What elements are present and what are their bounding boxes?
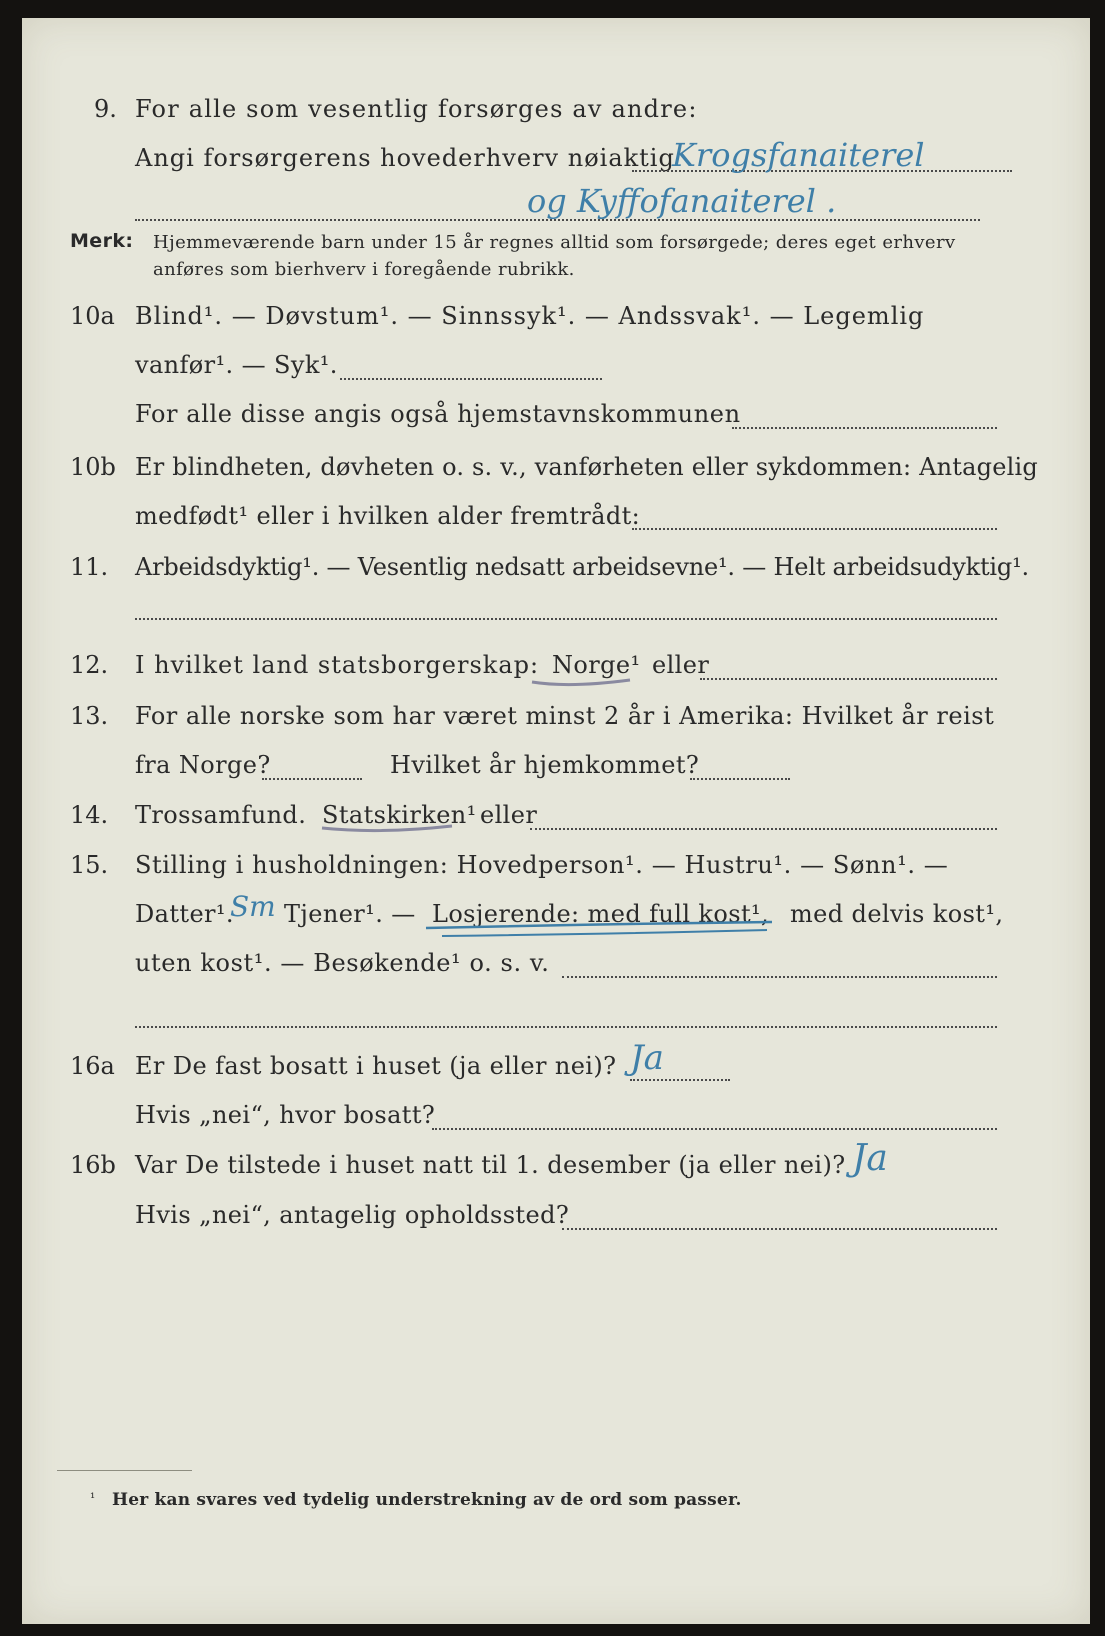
q15-line2a: Datter¹. [135, 900, 234, 928]
q11-number: 11. [70, 553, 109, 581]
q10a-home-municipality-line [732, 427, 997, 429]
q13-return-year-line [690, 778, 790, 780]
q10a-sick-line [340, 378, 602, 380]
q15-line2b: Tjener¹. — [284, 900, 416, 928]
q12-answer-line [700, 678, 997, 680]
q10b-answer-line [632, 528, 997, 530]
merk-label: Merk: [70, 230, 134, 252]
q16b-number: 16b [70, 1151, 116, 1179]
q15-number: 15. [70, 851, 109, 879]
q16b-answer-handwriting: Ja [852, 1138, 888, 1179]
q10a-line1: Blind¹. — Døvstum¹. — Sinnssyk¹. — Andssvak¹. — Legemlig [135, 302, 925, 330]
q9-line2: Angi forsørgerens hovederhverv nøiaktig [135, 144, 675, 172]
q15-line3: uten kost¹. — Besøkende¹ o. s. v. [135, 949, 550, 977]
q14-line1-pre: Trossamfund. [135, 801, 307, 829]
q10a-number: 10a [70, 302, 115, 330]
q14-pencil-underline [320, 816, 460, 836]
q11-line1: Arbeidsdyktig¹. — Vesentlig nedsatt arbeidsevne¹. — Helt arbeidsudyktig¹. [135, 553, 1029, 581]
q12-line1-post: eller [652, 651, 710, 679]
q12-line1-pre: I hvilket land statsborgerskap: [135, 651, 540, 679]
merk-line1: Hjemmeværende barn under 15 år regnes alltid som forsørgede; deres eget erhverv [153, 232, 956, 253]
q13-line2b: Hvilket år hjemkommet? [390, 751, 700, 779]
q16a-number: 16a [70, 1052, 115, 1080]
q15-handwritten-mark: Sm [230, 890, 276, 923]
q15-answer-line-2 [135, 1026, 997, 1028]
q9-answer-handwriting-2: og Kyffofanaiterel . [527, 182, 837, 220]
q10b-line1: Er blindheten, døvheten o. s. v., vanførheten eller sykdommen: Antagelig [135, 453, 1038, 481]
q16b-location-line [562, 1228, 997, 1230]
q16a-line1: Er De fast bosatt i huset (ja eller nei)? [135, 1052, 617, 1080]
q16a-where-line [432, 1128, 997, 1130]
q15-pen-underline [422, 918, 782, 942]
q14-line1-post: eller [480, 801, 538, 829]
q9-number: 9. [94, 95, 117, 123]
q16b-line2: Hvis „nei“, antagelig opholdssted? [135, 1201, 570, 1229]
q10b-line2: medfødt¹ eller i hvilken alder fremtrådt: [135, 502, 641, 530]
q9-answer-handwriting-1: Krogsfanaiterel [672, 136, 925, 174]
merk-line2: anføres som bierhverv i foregående rubrikk. [153, 259, 575, 280]
q15-line1: Stilling i husholdningen: Hovedperson¹. — Hustru¹. — Sønn¹. — [135, 851, 949, 879]
q10a-line2: vanfør¹. — Syk¹. [135, 351, 338, 379]
q10b-number: 10b [70, 453, 116, 481]
q14-number: 14. [70, 801, 109, 829]
q16a-answer-line [630, 1079, 730, 1081]
q15-losjerende-option: Losjerende: med full kost¹, [432, 900, 770, 928]
footnote-text: Her kan svares ved tydelig understrekning av de ord som passer. [112, 1490, 742, 1510]
q13-line2a: fra Norge? [135, 751, 271, 779]
footnote-mark: ¹ [90, 1491, 96, 1506]
q13-left-year-line [262, 778, 362, 780]
q13-number: 13. [70, 702, 109, 730]
q9-line1: For alle som vesentlig forsørges av andre: [135, 95, 698, 123]
q12-number: 12. [70, 651, 109, 679]
q11-answer-line [135, 618, 997, 620]
q12-pencil-underline [530, 668, 640, 688]
q10a-line3: For alle disse angis også hjemstavnskommunen [135, 400, 741, 428]
q12-norge-option: Norge¹ [552, 651, 641, 679]
q16b-line1: Var De tilstede i huset natt til 1. desember (ja eller nei)? [135, 1151, 846, 1179]
q14-answer-line [530, 828, 997, 830]
q14-statskirken-option: Statskirken¹ [322, 801, 477, 829]
q16a-answer-handwriting: Ja [630, 1038, 664, 1078]
q15-answer-line-1 [562, 976, 997, 978]
q13-line1: For alle norske som har været minst 2 år i Amerika: Hvilket år reist [135, 702, 995, 730]
footnote-rule [57, 1470, 192, 1471]
q15-line2c: med delvis kost¹, [790, 900, 1004, 928]
census-form-page [22, 18, 1090, 1624]
q16a-line2: Hvis „nei“, hvor bosatt? [135, 1101, 436, 1129]
